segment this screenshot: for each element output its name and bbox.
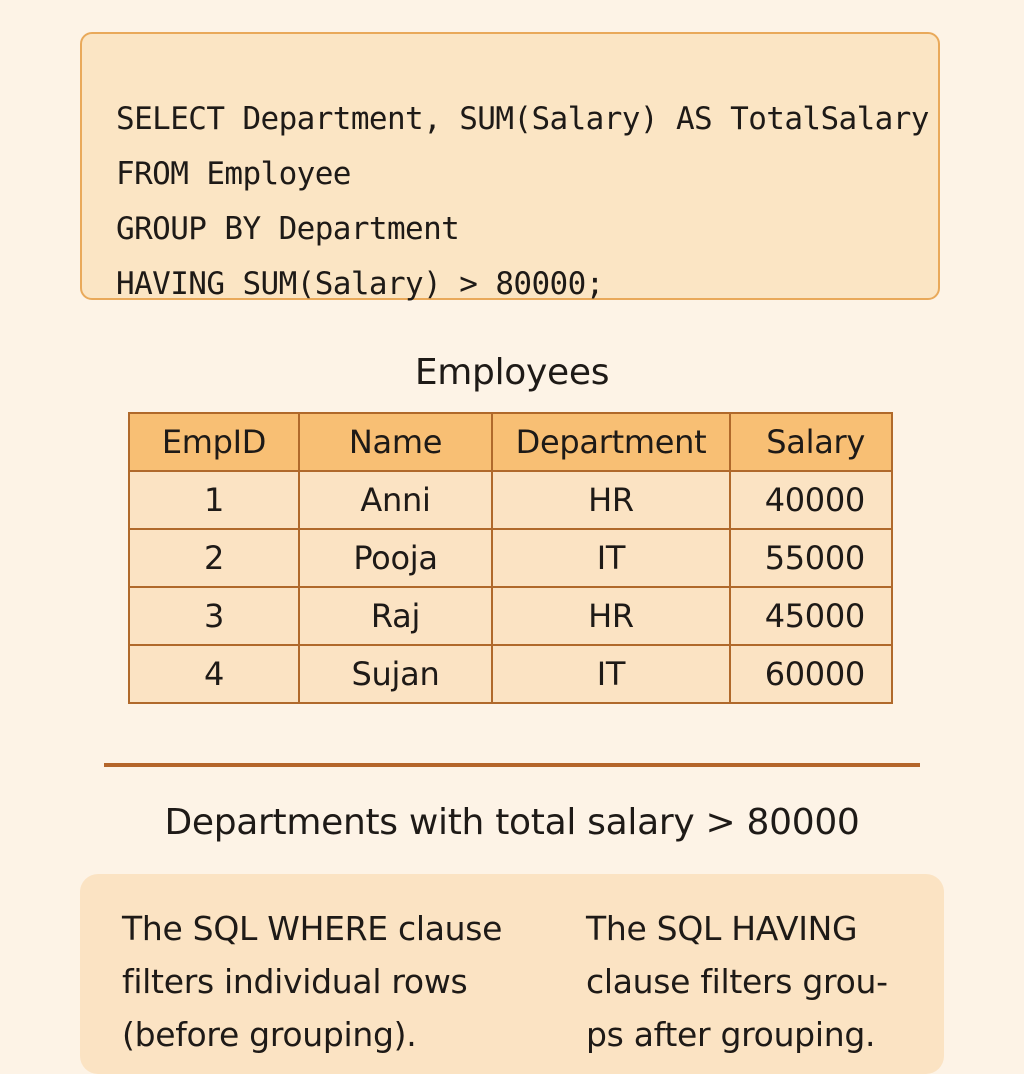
table-row [129,587,892,645]
cell-salary: 40000 [730,471,892,529]
header-department: Department [492,413,730,471]
query-line-from: FROM Employee [116,156,351,192]
sql-query-box [80,32,940,300]
where-explanation: The SQL WHERE clause filters individual rows (before grouping). [122,909,503,1054]
cell-name: Pooja [299,529,492,587]
cell-empid: 2 [129,529,299,587]
cell-salary: 55000 [730,529,892,587]
table-title: Employees [414,352,610,393]
table-header-row [129,413,892,471]
cell-department: IT [492,529,730,587]
table-row [129,645,892,703]
query-line-select: SELECT Department, SUM(Salary) AS TotalSalary [116,101,929,137]
table-row [129,529,892,587]
cell-empid: 3 [129,587,299,645]
explanation-box [80,874,944,1074]
cell-department: HR [492,587,730,645]
cell-name: Raj [299,587,492,645]
header-salary: Salary [730,413,892,471]
cell-empid: 4 [129,645,299,703]
cell-salary: 45000 [730,587,892,645]
employees-table [128,412,893,704]
cell-department: IT [492,645,730,703]
cell-department: HR [492,471,730,529]
query-line-having: HAVING SUM(Salary) > 80000; [116,266,604,302]
header-empid: EmpID [129,413,299,471]
header-name: Name [299,413,492,471]
cell-salary: 60000 [730,645,892,703]
table-row [129,471,892,529]
cell-name: Sujan [299,645,492,703]
result-caption: Departments with total salary > 80000 [164,802,860,843]
cell-name: Anni [299,471,492,529]
section-divider [104,763,920,767]
query-line-group-by: GROUP BY Department [116,211,460,247]
having-explanation: The SQL HAVING clause filters grou- ps after grouping. [586,909,888,1054]
cell-empid: 1 [129,471,299,529]
